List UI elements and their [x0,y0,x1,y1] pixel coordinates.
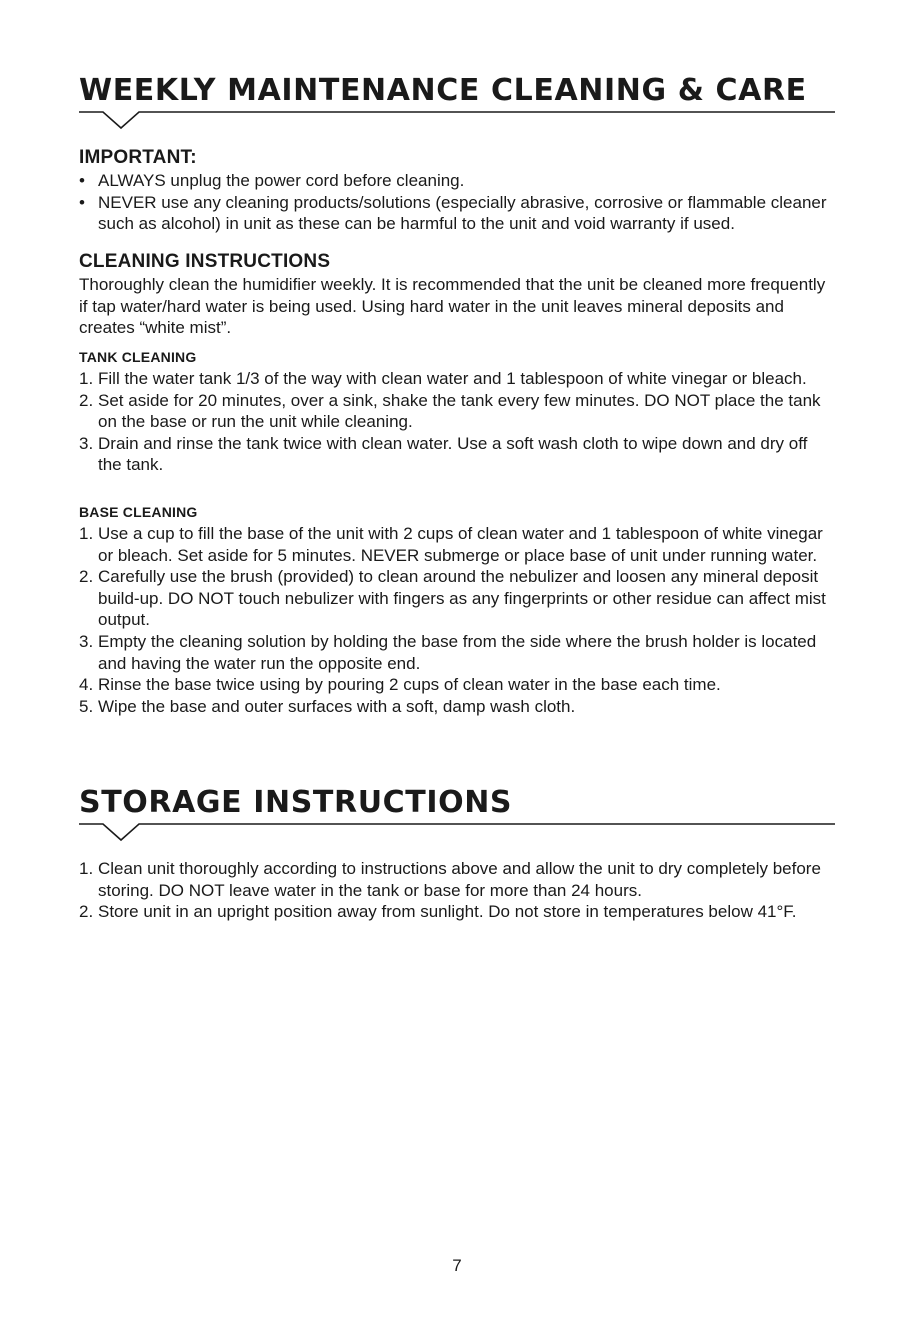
maintenance-heading [79,74,835,132]
list-item [79,631,835,674]
list-item [79,368,835,390]
step-text: Use a cup to fill the base of the unit with 2 cups of clean water and 1 tablespoon of white vinegar or bleach. Set aside for 5 minutes. NEVER submerge or place base of unit under running water. [98,524,823,565]
list-item [79,858,835,901]
bullet-marker: • [79,192,85,212]
step-number: 2. [79,567,94,587]
list-item [79,674,835,696]
list-item [79,696,835,718]
important-block [79,146,835,235]
list-item [79,170,835,192]
step-text: Empty the cleaning solution by holding the base from the side where the brush holder is located and having the water run the opposite end. [98,631,817,673]
heading-rule-with-notch [79,110,835,132]
important-heading: IMPORTANT: [79,147,197,168]
bullet-marker: • [79,171,85,190]
step-text: Store unit in an upright position away from sunlight. Do not store in temperatures below 41°F. [98,902,797,922]
step-number: 3. [79,433,94,453]
step-text: Fill the water tank 1/3 of the way with clean water and 1 tablespoon of white vinegar or bleach. [98,369,807,388]
step-text: Drain and rinse the tank twice with clean water. Use a soft wash cloth to wipe down and dry off the tank. [98,433,808,475]
step-text: Set aside for 20 minutes, over a sink, shake the tank every few minutes. DO NOT place the tank on the base or run the unit while cleaning. [98,390,821,432]
base-cleaning-steps [79,523,835,717]
storage-heading [79,786,835,844]
list-item [79,523,835,566]
step-number: 3. [79,631,94,651]
page-number: 7 [452,1256,462,1275]
step-text: Carefully use the brush (provided) to clean around the nebulizer and loosen any mineral deposit build-up. DO NOT touch nebulizer with fingers as any fingerprints or other residue can affect mist output. [98,567,826,630]
cleaning-heading: CLEANING INSTRUCTIONS [79,251,331,272]
tank-cleaning-block [79,348,835,476]
cleaning-block [79,250,835,339]
list-item [79,433,835,476]
base-cleaning-block [79,503,835,717]
step-text: Rinse the base twice using by pouring 2 cups of clean water in the base each time. [98,675,721,695]
storage-steps [79,858,835,923]
tank-cleaning-steps [79,368,835,476]
cleaning-intro: Thoroughly clean the humidifier weekly. It is recommended that the unit be cleaned more frequently if tap water/hard water is being used. Using hard water in the unit leaves mineral deposits and creates “white mist”. [79,275,826,338]
list-item-text: ALWAYS unplug the power cord before cleaning. [98,171,465,190]
step-number: 2. [79,902,94,922]
step-number: 1. [79,859,94,878]
list-item [79,390,835,433]
step-number: 1. [79,369,94,388]
list-item-text: NEVER use any cleaning products/solutions (especially abrasive, corrosive or flammable cleaner such as alcohol) in unit as these can be harmful to the unit and void warranty if used. [98,192,827,234]
storage-block [79,858,835,923]
step-number: 2. [79,390,94,410]
list-item [79,901,835,923]
step-text: Wipe the base and outer surfaces with a soft, damp wash cloth. [98,696,576,716]
base-cleaning-heading: BASE CLEANING [79,504,198,520]
step-number: 1. [79,524,94,543]
heading-rule-with-notch [79,822,835,844]
storage-title: STORAGE INSTRUCTIONS [79,785,513,820]
maintenance-title: WEEKLY MAINTENANCE CLEANING & CARE [79,73,807,108]
step-number: 5. [79,696,94,716]
important-list [79,170,835,235]
list-item [79,192,835,235]
list-item [79,566,835,631]
step-number: 4. [79,675,94,695]
step-text: Clean unit thoroughly according to instructions above and allow the unit to dry completely before storing. DO NOT leave water in the tank or base for more than 24 hours. [98,859,821,900]
tank-cleaning-heading: TANK CLEANING [79,349,197,365]
